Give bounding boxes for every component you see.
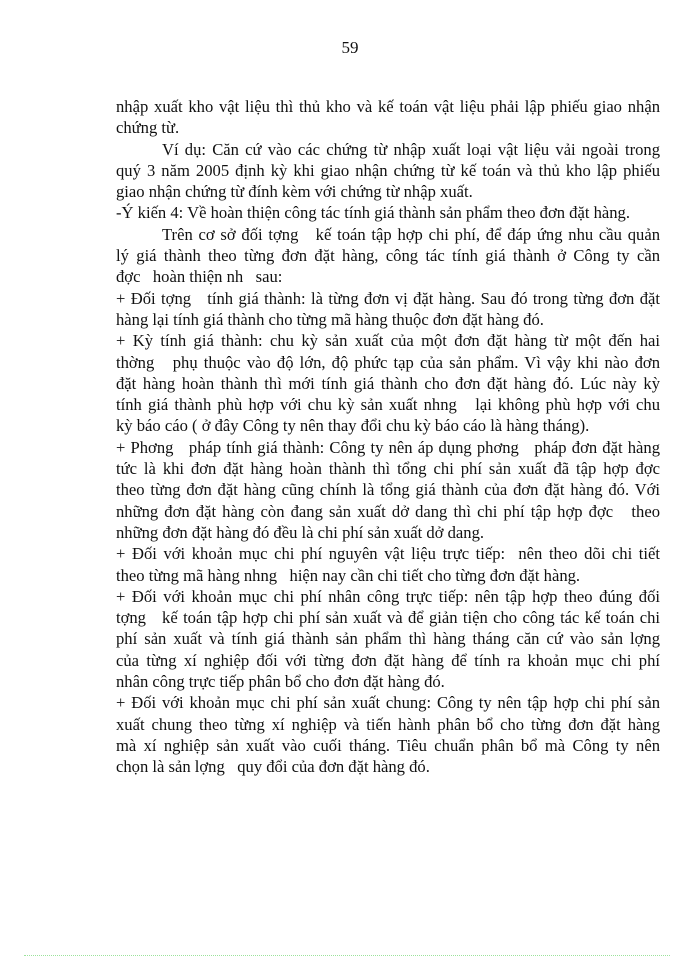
text-line: + Đối với khoản mục chi phí sản xuất chung: Công ty nên tập hợp chi phí sản [116, 693, 660, 713]
text-line: tợng kế toán tập hợp chi phí sản xuất và để giản tiện cho công tác kế toán chi [116, 608, 660, 628]
text-line: chọn là sản lợng quy đổi của đơn đặt hàng đó. [116, 757, 430, 777]
section-heading [116, 202, 660, 223]
bullet-paragraph [116, 692, 660, 777]
paragraph [116, 224, 660, 288]
text-line: chứng từ. [116, 118, 180, 138]
text-line: tức là khi đơn đặt hàng hoàn thành thì tổng chi phí sản xuất đã tập hợp đợc [116, 459, 660, 479]
text-line: mà xí nghiệp sản xuất vào cuối tháng. Tiêu chuẩn phân bổ mà Công ty nên [116, 735, 660, 755]
bullet-paragraph [116, 586, 660, 692]
text-line: + Đối tợng tính giá thành: là từng đơn vị đặt hàng. Sau đó trong từng đơn đặt [116, 288, 660, 308]
text-line: đặt hàng hoàn thành thì mới tính giá thành cho đơn đặt hàng đó. Lúc này kỳ [116, 373, 660, 393]
text-line: đợc hoàn thiện nh sau: [116, 267, 283, 287]
bullet-paragraph [116, 330, 660, 436]
text-line: + Phơng pháp tính giá thành: Công ty nên áp dụng phơng pháp đơn đặt hàng [116, 437, 660, 457]
bullet-paragraph [116, 543, 660, 586]
paragraph [116, 96, 660, 139]
text-line: lý giá thành theo từng đơn đặt hàng, công tác tính giá thành ở Công ty cần [116, 246, 660, 266]
text-line: những đơn đặt hàng còn đang sản xuất dở dang thì chi phí tập hợp đợc theo [116, 501, 660, 521]
text-line: theo từng mã hàng nhng hiện nay cần chi tiết cho từng đơn đặt hàng. [116, 565, 581, 585]
text-line: thờng phụ thuộc vào độ lớn, độ phức tạp của sản phẩm. Vì vậy khi nào đơn [116, 352, 660, 372]
text-line: phí sản xuất và tính giá thành sản phẩm thì hàng tháng căn cứ vào sản lợng [116, 629, 660, 649]
text-line: nhập xuất kho vật liệu thì thủ kho và kế toán vật liệu phải lập phiếu giao nhận [116, 97, 660, 116]
text-line: Trên cơ sở đối tợng kế toán tập hợp chi phí, để đáp ứng nhu cầu quản [162, 224, 660, 244]
text-line: giao nhận chứng từ đính kèm với chứng từ nhập xuất. [116, 182, 473, 202]
text-line: xuất chung theo từng xí nghiệp và tiến hành phân bổ cho từng đơn đặt hàng [116, 714, 660, 734]
document-body [116, 96, 660, 778]
text-line: của từng xí nghiệp đối với từng đơn đặt hàng để tính ra khoản mục chi phí [116, 650, 660, 670]
text-line: -Ý kiến 4: Về hoàn thiện công tác tính giá thành sản phẩm theo đơn đặt hàng. [116, 203, 630, 223]
text-line: nhân công trực tiếp phân bổ cho đơn đặt hàng đó. [116, 672, 445, 692]
page-bottom-divider [24, 955, 670, 956]
bullet-paragraph [116, 437, 660, 543]
bullet-paragraph [116, 288, 660, 331]
text-line: + Đối với khoản mục chi phí nhân công trực tiếp: nên tập hợp theo đúng đối [116, 586, 660, 606]
text-line: theo từng đơn đặt hàng cũng chính là tổng giá thành của đơn đặt hàng đó. Với [116, 480, 660, 500]
page-number: 59 [341, 38, 359, 57]
text-line: + Kỳ tính giá thành: chu kỳ sản xuất của một đơn đặt hàng từ một đến hai [116, 331, 660, 351]
text-line: quý 3 năm 2005 định kỳ khi giao nhận chứng từ kế toán và thủ kho lập phiếu [116, 160, 660, 180]
text-line: + Đối với khoản mục chi phí nguyên vật liệu trực tiếp: nên theo dõi chi tiết [116, 544, 660, 564]
text-line: hàng lại tính giá thành cho từng mã hàng thuộc đơn đặt hàng đó. [116, 309, 544, 329]
text-line: Ví dụ: Căn cứ vào các chứng từ nhập xuất loại vật liệu vải ngoài trong [162, 139, 660, 159]
text-line: kỳ báo cáo ( ở đây Công ty nên thay đổi chu kỳ báo cáo là hàng tháng). [116, 416, 590, 436]
text-line: những đơn đặt hàng đó đều là chi phí sản xuất dở dang. [116, 522, 485, 542]
text-line: tính giá thành phù hợp với chu kỳ sản xuất nhng lại không phù hợp với chu [116, 395, 660, 415]
paragraph [116, 139, 660, 203]
